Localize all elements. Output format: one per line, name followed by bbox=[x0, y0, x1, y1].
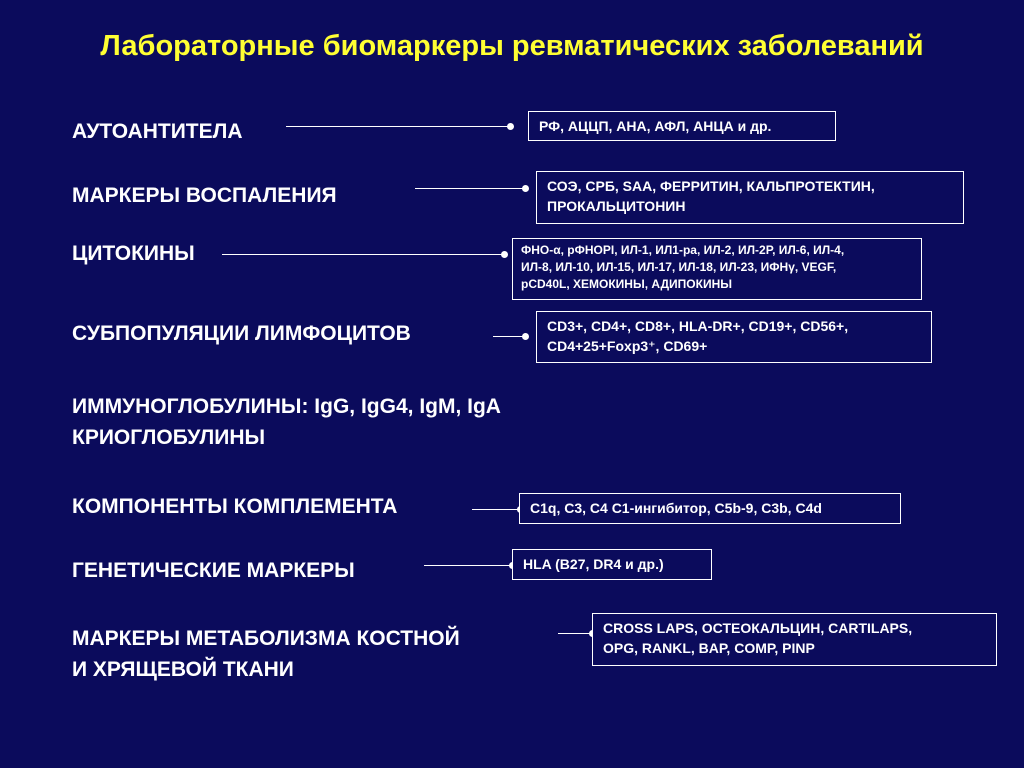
complement-components-box bbox=[519, 493, 901, 524]
box-line: OPG, RANKL, BAP, COMP, PINP bbox=[603, 640, 815, 656]
connector-dot bbox=[501, 251, 508, 258]
box-line: РФ, АЦЦП, АНА, АФЛ, АНЦА и др. bbox=[539, 118, 772, 134]
connector-line bbox=[415, 188, 525, 189]
connector-dot bbox=[522, 185, 529, 192]
connector-line bbox=[424, 565, 512, 566]
connector-dot bbox=[507, 123, 514, 130]
category-bone-cartilage-markers bbox=[72, 623, 460, 685]
connector-dot bbox=[522, 333, 529, 340]
box-line: CD4+25+Foxp3⁺, CD69+ bbox=[547, 338, 708, 354]
category-immunoglobulins bbox=[72, 391, 501, 453]
connector-line bbox=[286, 126, 510, 127]
category-cytokines: ЦИТОКИНЫ bbox=[72, 242, 195, 265]
connector-line bbox=[472, 509, 520, 510]
box-line: СОЭ, СРБ, SAA, ФЕРРИТИН, КАЛЬПРОТЕКТИН, bbox=[547, 178, 875, 194]
box-line: ПРОКАЛЬЦИТОНИН bbox=[547, 198, 686, 214]
category-complement-components: КОМПОНЕНТЫ КОМПЛЕМЕНТА bbox=[72, 495, 398, 518]
slide-title: Лабораторные биомаркеры ревматических заболеваний bbox=[100, 30, 924, 62]
category-lymphocyte-subpopulations: СУБПОПУЛЯЦИИ ЛИМФОЦИТОВ bbox=[72, 322, 411, 345]
lymphocyte-subpopulations-box bbox=[536, 311, 932, 363]
connector-line bbox=[558, 633, 592, 634]
category-line: МАРКЕРЫ МЕТАБОЛИЗМА КОСТНОЙ bbox=[72, 627, 460, 650]
cytokines-box bbox=[512, 238, 922, 300]
box-line: ФНО-α, рФНОРI, ИЛ-1, ИЛ1-ра, ИЛ-2, ИЛ-2Р, ИЛ-6, ИЛ-4, bbox=[521, 243, 845, 257]
box-line: C1q, C3, C4 C1-ингибитор, C5b-9, C3b, C4d bbox=[530, 500, 822, 516]
category-genetic-markers: ГЕНЕТИЧЕСКИЕ МАРКЕРЫ bbox=[72, 559, 355, 582]
category-line: ИММУНОГЛОБУЛИНЫ: IgG, IgG4, IgM, IgA bbox=[72, 395, 501, 418]
box-line: HLA (B27, DR4 и др.) bbox=[523, 556, 664, 572]
category-autoantibodies: АУТОАНТИТЕЛА bbox=[72, 120, 243, 143]
box-line: CROSS LAPS, ОСТЕОКАЛЬЦИН, CARTILAPS, bbox=[603, 620, 913, 636]
autoantibodies-box bbox=[528, 111, 836, 141]
inflammation-markers-box bbox=[536, 171, 964, 224]
genetic-markers-box bbox=[512, 549, 712, 580]
box-line: ИЛ-8, ИЛ-10, ИЛ-15, ИЛ-17, ИЛ-18, ИЛ-23, ИФНγ, VEGF, bbox=[521, 260, 837, 274]
box-line: CD3+, CD4+, CD8+, HLA-DR+, CD19+, CD56+, bbox=[547, 318, 849, 334]
category-line: КРИОГЛОБУЛИНЫ bbox=[72, 426, 266, 449]
bone-cartilage-markers-box bbox=[592, 613, 997, 666]
category-line: И ХРЯЩЕВОЙ ТКАНИ bbox=[72, 658, 294, 681]
connector-line bbox=[222, 254, 504, 255]
box-line: рCD40L, ХЕМОКИНЫ, АДИПОКИНЫ bbox=[521, 277, 732, 291]
connector-line bbox=[493, 336, 525, 337]
category-inflammation-markers: МАРКЕРЫ ВОСПАЛЕНИЯ bbox=[72, 184, 337, 207]
